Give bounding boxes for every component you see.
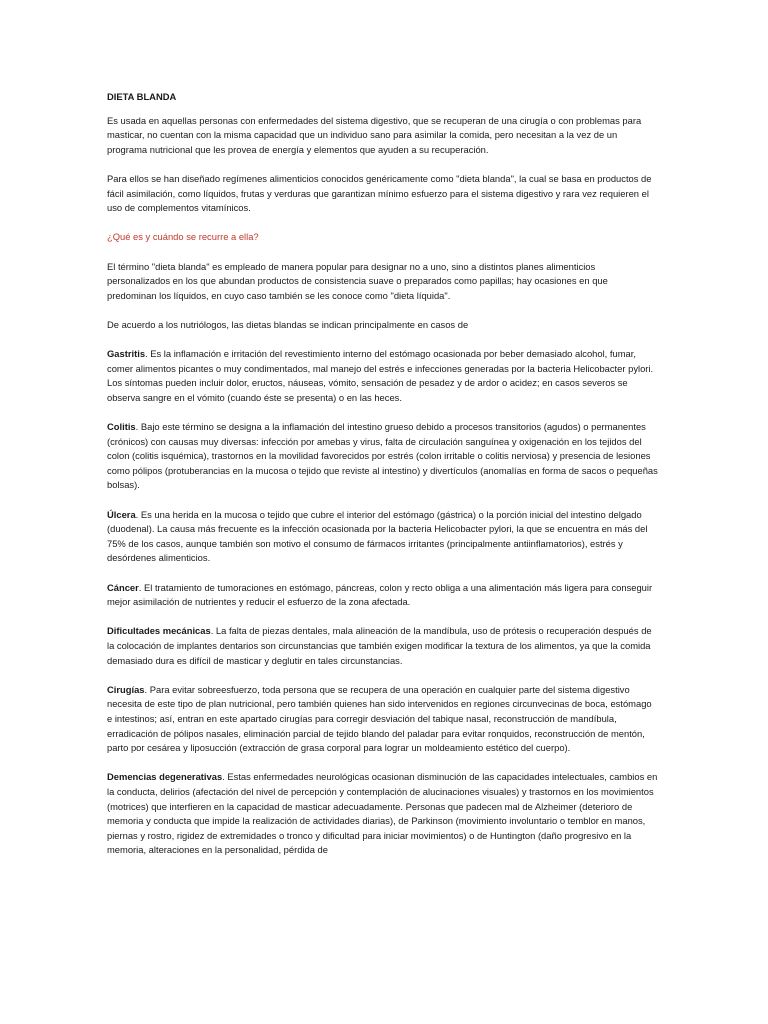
condition-text: . Para evitar sobreesfuerzo, toda persona que se recupera de una operación en cualquier parte del sistema digestivo necesita de este tipo de plan nutricional, pero también quienes han sido intervenidos en regiones circunvecinas de boca, estómago e intestinos; así, entran en este apartado cirugías para corregir desviación del tabique nasal, reconstrucción de mandíbula, erradicación de pólipos nasales, eliminación parcial de tejido blando del paladar para evitar ronquidos, reconstrucción de mentón, parto por cesárea y liposucción (extracción de grasa corporal para lograr un moldeamiento estético del cuerpo). [107,683,652,754]
condition-text: . Es la inflamación e irritación del revestimiento interno del estómago ocasionada por beber demasiado alcohol, fumar, comer alimentos picantes o muy condimentados, mal manejo del estrés e infecciones generadas por la bacteria Helicobacter pylori. Los síntomas pueden incluir dolor, eructos, náuseas, vómito, sensación de pesadez y de ardor o acidez; en casos severos se observa sangre en el vómito (cuando éste se presenta) o en las heces. [107,348,654,403]
section-subheading: ¿Qué es y cuándo se recurre a ella? [107,231,259,243]
condition-text: . La falta de piezas dentales, mala alineación de la mandíbula, uso de prótesis o recuperación después de la colocación de implantes dentarios son circunstancias que también exigen modificar la textura de los alimentos, ya que la comida demasiado dura es difícil de masticar y deglutir en tales circunstancias. [107,625,652,666]
body-paragraph-1: El término "dieta blanda" es empleado de manera popular para designar no a uno, sino a distintos planes alimenticios personalizados en los que abundan productos de consistencia suave o preparados como papillas; hay ocasiones en que predominan los líquidos, en cuyo caso también se les conoce como "dieta líquida". [107,260,608,301]
condition-term: Cirugías [107,683,145,695]
condition-cancer [107,581,659,610]
condition-text: . Es una herida en la mucosa o tejido que cubre el interior del estómago (gástrica) o la porción inicial del intestino delgado (duodenal). La causa más frecuente es la infección ocasionada por la bacteria Helicobacter pylori, la que se encuentra en más del 75% de los casos, aunque también son motivo el consumo de fármacos irritantes (principalmente antiinflamatorios), estrés y desórdenes alimenticios. [107,508,648,564]
condition-term: Úlcera [107,508,136,520]
document-page [107,90,659,856]
condition-text: . El tratamiento de tumoraciones en estómago, páncreas, colon y recto obliga a una alimentación más ligera para conseguir mejor asimilación de nutrientes y reducir el esfuerzo de la zona afectada. [107,581,653,608]
condition-text: . Bajo este término se designa a la inflamación del intestino grueso debido a procesos transitorios (agudos) o permanentes (crónicos) con causas muy diversas: infección por amebas y virus, falta de circulación sanguínea y oxigenación en los tejidos del colon (colitis isquémica), trastornos en la movilidad favorecidos por estrés (colon irritable o colitis nerviosa) y presencia de lesiones como pólipos (protuberancias en la mucosa o tejido que reviste al intestino) y divertículos (anomalías en forma de sacos o pequeñas bolsas). [107,421,658,491]
condition-demencias-degenerativas [107,770,659,856]
document-title: DIETA BLANDA [107,91,177,102]
condition-term: Gastritis [107,348,146,360]
condition-ulcera [107,508,659,566]
intro-paragraph-2: Para ellos se han diseñado regímenes alimenticios conocidos genéricamente como "dieta blanda", la cual se basa en productos de fácil asimilación, como líquidos, frutas y verduras que garantizan mínimo esfuerzo para el sistema digestivo y rara vez requieren el uso de complementos vitamínicos. [107,172,652,214]
condition-gastritis [107,347,659,405]
condition-cirugias [107,683,659,756]
condition-term: Colitis [107,421,136,433]
condition-colitis [107,420,659,493]
condition-term: Dificultades mecánicas [107,625,211,637]
condition-term: Cáncer [107,581,139,593]
condition-dificultades-mecanicas [107,624,659,668]
condition-term: Demencias degenerativas [107,771,223,783]
body-paragraph-2: De acuerdo a los nutriólogos, las dietas blandas se indican principalmente en casos de [107,318,469,330]
intro-paragraph-1: Es usada en aquellas personas con enfermedades del sistema digestivo, que se recuperan de una cirugía o con problemas para masticar, no cuentan con la misma capacidad que un individuo sano para asimilar la comida, pero necesitan a la vez de un programa nutricional que les provea de energía y elementos que ayuden a su recuperación. [107,114,642,155]
condition-text: . Estas enfermedades neurológicas ocasionan disminución de las capacidades intelectuales, cambios en la conducta, delirios (afectación del nivel de percepción y contemplación de alucinaciones visuales) y trastornos en los movimientos (motrices) que interfieren en la capacidad de masticar adecuadamente. Personas que padecen mal de Alzheimer (deterioro de memoria y conducta que impide la realización de actividades diarias), de Parkinson (movimiento involuntario o temblor en manos, piernas y rostro, rigidez de extremidades o tronco y dificultad para iniciar movimientos) o de Huntington (daño progresivo en la memoria, alteraciones en la personalidad, pérdida de [107,771,658,856]
